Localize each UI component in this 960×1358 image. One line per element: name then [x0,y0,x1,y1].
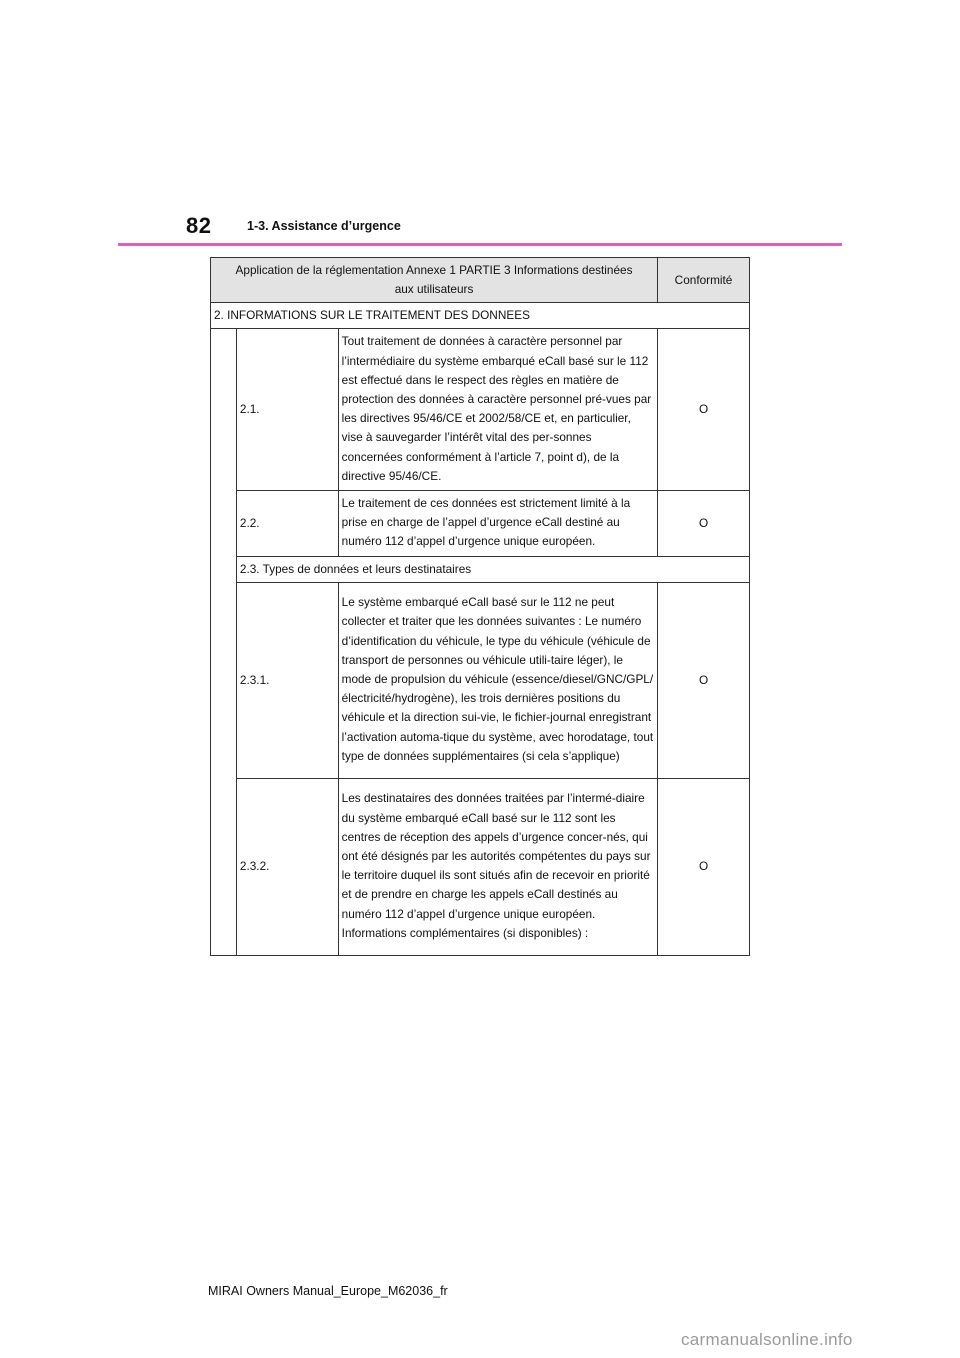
section-row [211,303,750,329]
clause-text: Le traitement de ces données est strictement limité à la prise en charge de l’appel d’urgence eCall destiné au numéro 112 d’appel d’urgence unique européen. [338,491,657,557]
regulation-table [210,257,750,956]
table-row [211,329,750,491]
manual-footer: MIRAI Owners Manual_Europe_M62036_fr [208,1284,448,1298]
conformity-mark: O [658,778,750,955]
section-title: 1-3. Assistance d’urgence [247,219,401,233]
header-divider [118,243,842,246]
clause-number: 2.1. [236,329,338,491]
table-header-row [211,258,750,303]
header-conformity: Conformité [658,258,750,303]
subsection-heading: 2.3. Types de données et leurs destinataires [236,556,749,582]
conformity-mark: O [658,582,750,778]
clause-number: 2.2. [236,491,338,557]
watermark: carmanualsonline.info [681,1330,853,1349]
header-application: Application de la réglementation Annexe 1 PARTIE 3 Informations destinées aux utilisateurs [211,258,658,303]
subsection-row [211,556,750,582]
clause-text: Les destinataires des données traitées par l’intermé-diaire du système embarqué eCall basé sur le 112 sont les centres de réception des appels d’urgence concer-nés, qui ont été désignés par les autorités compétentes du pays sur le territoire duquel ils sont situés afin de recevoir en priorité et de prendre en charge les appels eCall destinés au numéro 112 d’appel d’urgence unique européen. Informations complémentaires (si disponibles) : [338,778,657,955]
clause-number: 2.3.2. [236,778,338,955]
indent-cell [211,329,237,955]
conformity-mark: O [658,329,750,491]
clause-text: Le système embarqué eCall basé sur le 112 ne peut collecter et traiter que les données suivantes : Le numéro d’identification du véhicule, le type du véhicule (véhicule de transport de personnes ou véhicule utili-taire léger), le mode de propulsion du véhicule (essence/diesel/GNC/GPL/électricité/hydrogène), les trois dernières positions du véhicule et la direction sui-vie, le fichier-journal enregistrant l’activation automa-tique du système, avec horodatage, tout type de données supplémentaires (si cela s’applique) [338,582,657,778]
clause-text: Tout traitement de données à caractère personnel par l’intermédiaire du système embarqué eCall basé sur le 112 est effectué dans le respect des règles en matière de protection des données à caractère personnel pré-vues par les directives 95/46/CE et 2002/58/CE et, en particulier, vise à sauvegarder l’intérêt vital des per-sonnes concernées conformément à l’article 7, point d), de la directive 95/46/CE. [338,329,657,491]
section-heading: 2. INFORMATIONS SUR LE TRAITEMENT DES DONNEES [211,303,750,329]
page-number: 82 [186,213,212,238]
table-row [211,491,750,557]
table-row [211,582,750,778]
conformity-mark: O [658,491,750,557]
clause-number: 2.3.1. [236,582,338,778]
table-row [211,778,750,955]
